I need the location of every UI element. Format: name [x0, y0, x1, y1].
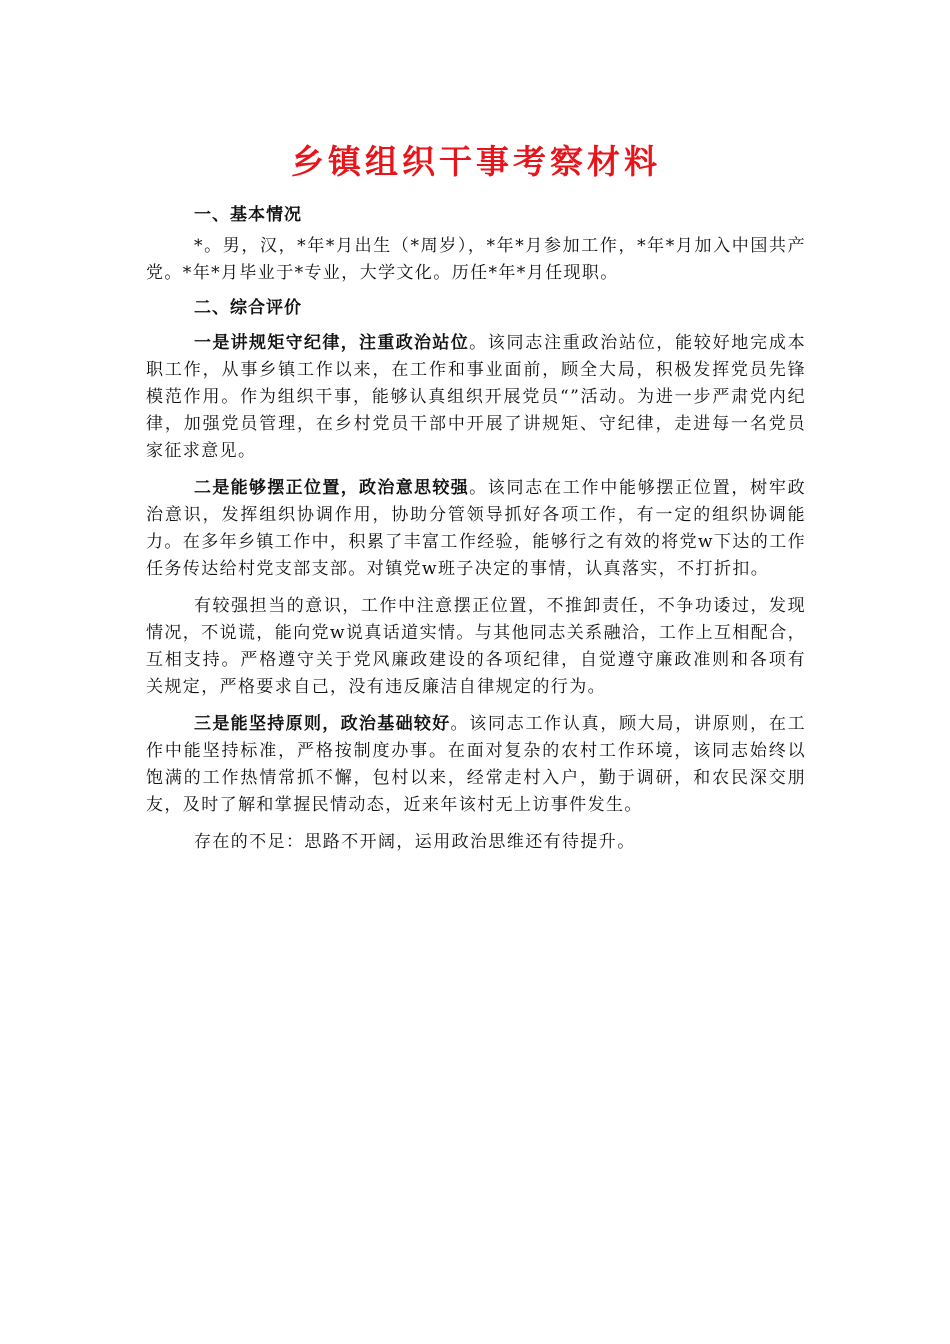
- evaluation-point-2: [146, 475, 806, 583]
- section-heading-evaluation: 二、综合评价: [194, 298, 302, 318]
- point-1-lead: 一是讲规矩守纪律，注重政治站位: [194, 333, 470, 353]
- point-3-lead: 三是能坚持原则，政治基础较好: [194, 714, 451, 734]
- point-2-text: 。该同志在工作中能够摆正位置，树牢政治意识，发挥组织协调作用，协助分管领导抓好各项工作，有一定的组织协调能力。在多年乡镇工作中，积累了丰富工作经验，能够行之有效的将党w下达的工作任务传达给村党支部支部。对镇党w班子决定的事情，认真落实，不打折扣。: [146, 478, 806, 579]
- point-3-text: 。该同志工作认真，顾大局，讲原则，在工作中能坚持标准，严格按制度办事。在面对复杂的农村工作环境，该同志始终以饱满的工作热情常抓不懈，包村以来，经常走村入户，勤于调研，和农民深交朋友，及时了解和掌握民情动态，近来年该村无上访事件发生。: [146, 714, 806, 815]
- point-1-text: 。该同志注重政治站位，能较好地完成本职工作，从事乡镇工作以来，在工作和事业面前，顾全大局，积极发挥党员先锋模范作用。作为组织干事，能够认真组织开展党员“”活动。为进一步严肃党内纪律，加强党员管理，在乡村党员干部中开展了讲规矩、守纪律，走进每一名党员家征求意见。: [146, 333, 806, 461]
- point-2-lead: 二是能够摆正位置，政治意思较强: [194, 478, 470, 498]
- basic-info-paragraph: *。男，汉，*年*月出生（*周岁），*年*月参加工作，*年*月加入中国共产党。*年*月毕业于*专业，大学文化。历任*年*月任现职。: [146, 236, 806, 283]
- document-title: 乡镇组织干事考察材料: [291, 142, 661, 181]
- shortcoming-paragraph: 存在的不足：思路不开阔，运用政治思维还有待提升。: [194, 832, 636, 852]
- evaluation-point-3: [146, 711, 806, 819]
- evaluation-point-1: [146, 330, 806, 465]
- document-page: [146, 140, 806, 856]
- section-heading-basic-info: 一、基本情况: [194, 205, 302, 225]
- responsibility-paragraph: 有较强担当的意识，工作中注意摆正位置，不推卸责任，不争功诿过，发现情况，不说谎，能向党w说真话道实情。与其他同志关系融洽，工作上互相配合，互相支持。严格遵守关于党风廉政建设的各项纪律，自觉遵守廉政准则和各项有关规定，严格要求自己，没有违反廉洁自律规定的行为。: [146, 596, 806, 697]
